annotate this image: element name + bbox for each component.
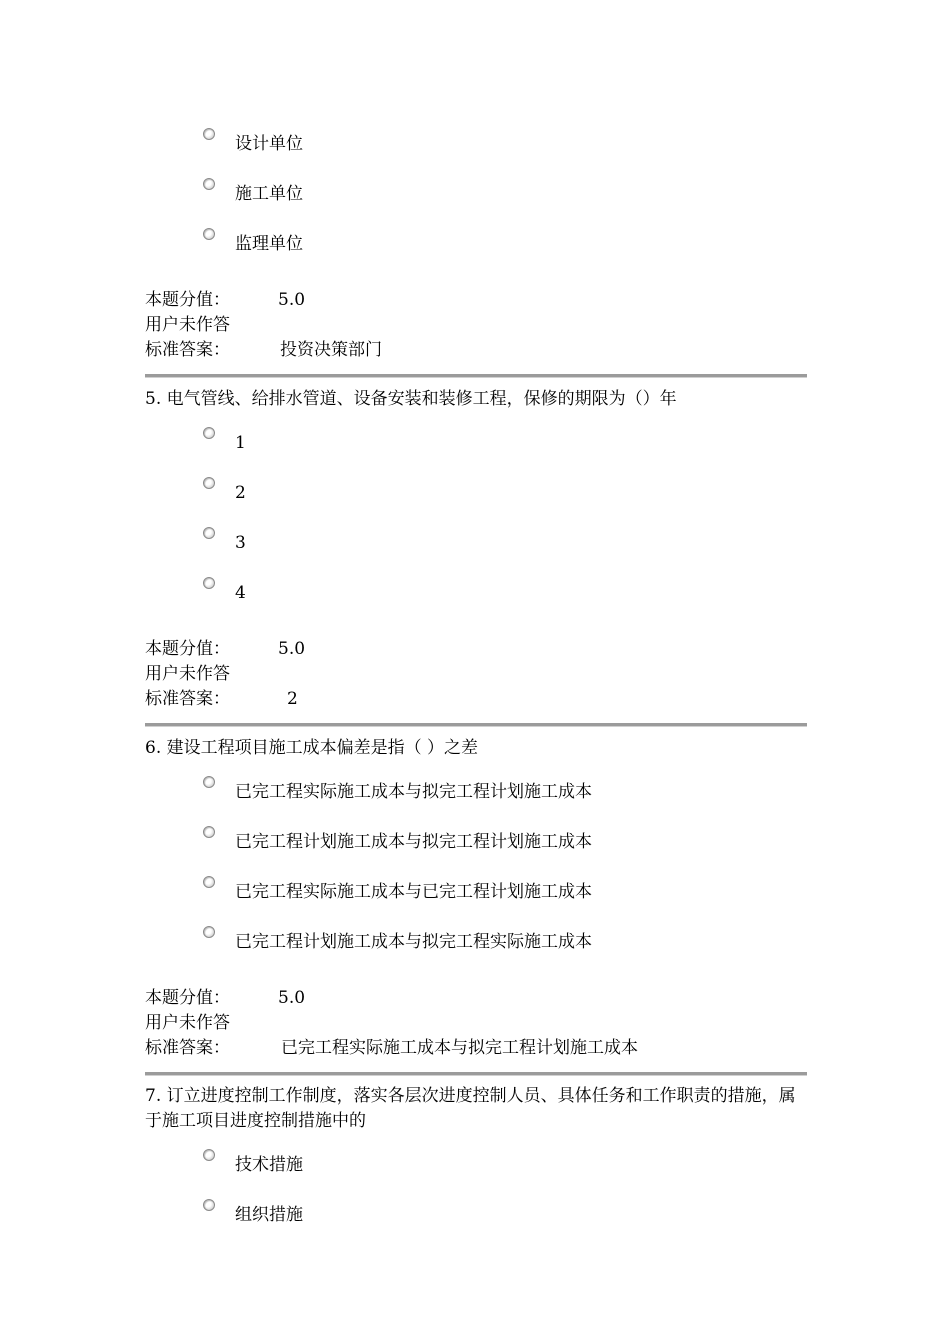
option-radio-q4-2[interactable] [203, 178, 215, 190]
option-radio-q7-2[interactable] [203, 1199, 215, 1211]
answer-value: 投资决策部门 [280, 340, 382, 360]
question-text: 7. 订立进度控制工作制度，落实各层次进度控制人员、具体任务和工作职责的措施，属于施工项目进度控制措施中的 [145, 1086, 796, 1131]
score-label: 本题分值： [145, 639, 230, 659]
option-label-q6-3: 已完工程实际施工成本与已完工程计划施工成本 [235, 882, 592, 902]
option-radio-q5-4[interactable] [203, 577, 215, 589]
option-label-q7-1: 技术措施 [235, 1155, 303, 1175]
question-text: 6. 建设工程项目施工成本偏差是指（ ）之差 [145, 738, 479, 758]
score-value: 5.0 [278, 988, 306, 1008]
option-radio-q5-3[interactable] [203, 527, 215, 539]
option-label-q6-2: 已完工程计划施工成本与拟完工程计划施工成本 [235, 832, 592, 852]
option-label-q5-3: 3 [235, 533, 246, 553]
option-radio-q4-1[interactable] [203, 128, 215, 140]
score-value: 5.0 [278, 290, 306, 310]
option-radio-q4-3[interactable] [203, 228, 215, 240]
answer-label: 标准答案： [145, 689, 230, 709]
option-label-q5-2: 2 [235, 483, 246, 503]
option-label-q4-3: 监理单位 [235, 234, 303, 254]
option-radio-q5-1[interactable] [203, 427, 215, 439]
option-label-q5-4: 4 [235, 583, 246, 603]
answer-label: 标准答案： [145, 340, 230, 360]
option-label-q4-1: 设计单位 [235, 134, 303, 154]
score-label: 本题分值： [145, 290, 230, 310]
answer-status: 用户未作答 [145, 315, 230, 335]
question-text: 5. 电气管线、给排水管道、设备安装和装修工程，保修的期限为（）年 [145, 389, 677, 409]
answer-status: 用户未作答 [145, 1013, 230, 1033]
answer-value: 已完工程实际施工成本与拟完工程计划施工成本 [281, 1038, 638, 1058]
option-label-q5-1: 1 [235, 433, 246, 453]
option-label-q6-4: 已完工程计划施工成本与拟完工程实际施工成本 [235, 932, 592, 952]
score-label: 本题分值： [145, 988, 230, 1008]
answer-label: 标准答案： [145, 1038, 230, 1058]
question-divider [145, 723, 807, 727]
option-radio-q6-1[interactable] [203, 776, 215, 788]
option-radio-q6-3[interactable] [203, 876, 215, 888]
answer-status: 用户未作答 [145, 664, 230, 684]
option-label-q4-2: 施工单位 [235, 184, 303, 204]
question-divider [145, 1072, 807, 1076]
option-radio-q7-1[interactable] [203, 1149, 215, 1161]
option-radio-q6-2[interactable] [203, 826, 215, 838]
option-radio-q5-2[interactable] [203, 477, 215, 489]
score-value: 5.0 [278, 639, 306, 659]
option-radio-q6-4[interactable] [203, 926, 215, 938]
option-label-q6-1: 已完工程实际施工成本与拟完工程计划施工成本 [235, 782, 592, 802]
answer-value: 2 [287, 689, 298, 709]
question-divider [145, 374, 807, 378]
option-label-q7-2: 组织措施 [235, 1205, 303, 1225]
